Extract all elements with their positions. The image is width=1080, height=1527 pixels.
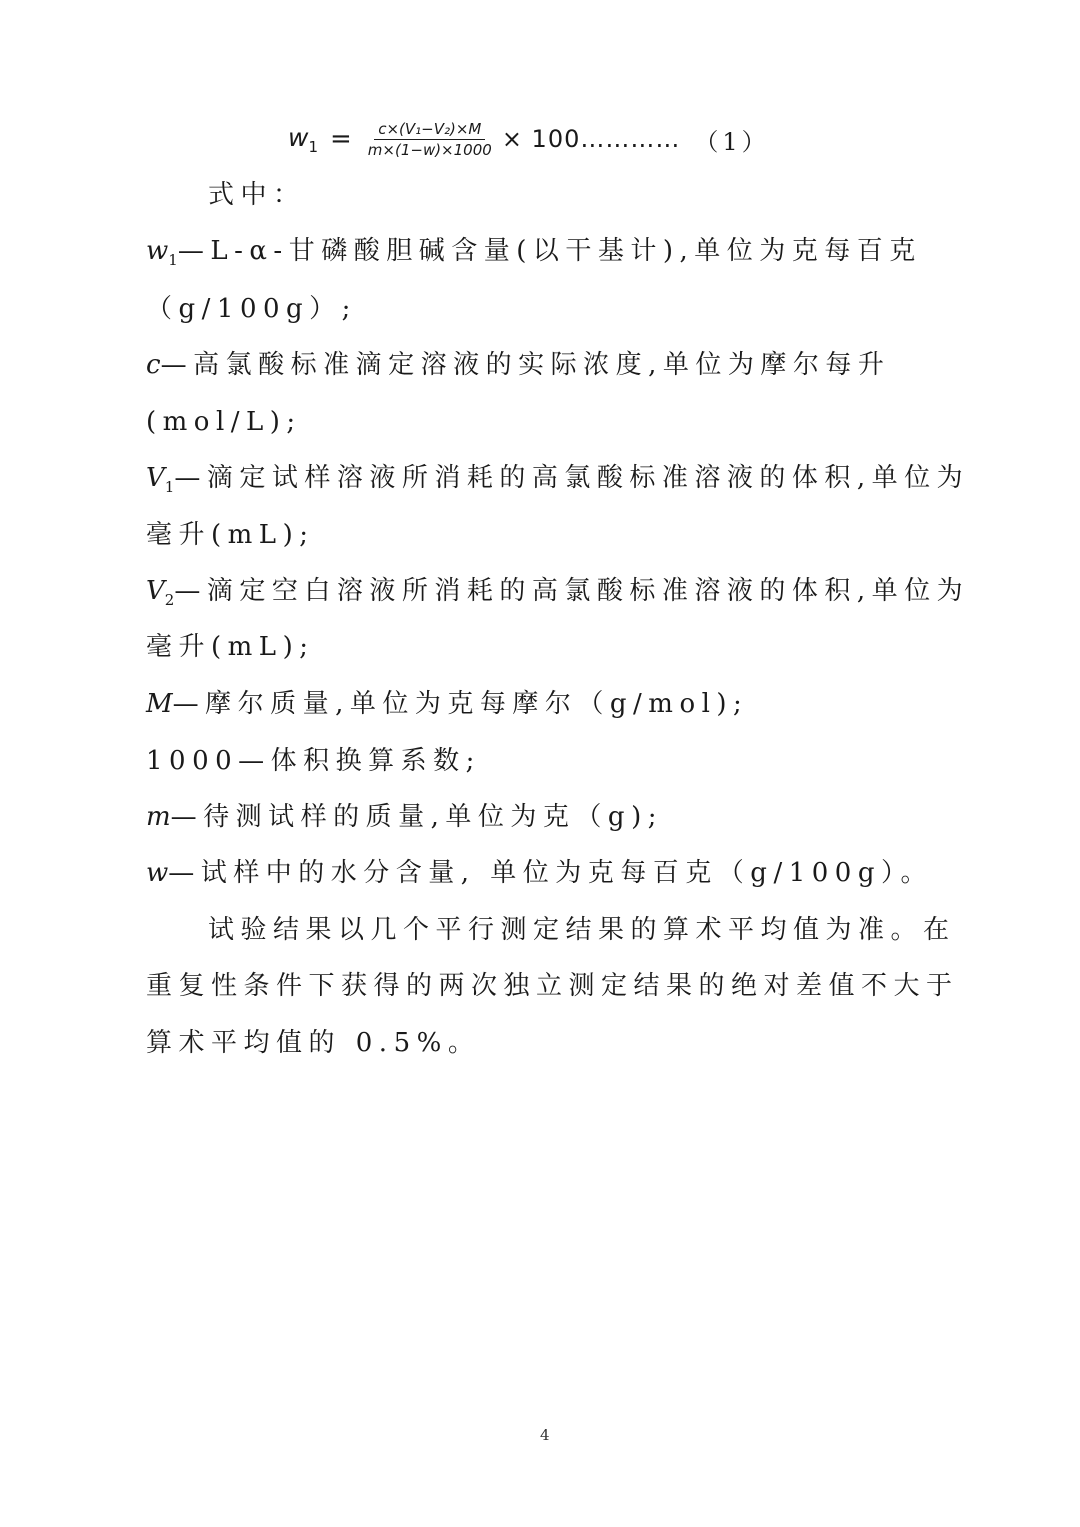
def-symbol: w <box>146 858 169 888</box>
formula-multiplier: × 100………… <box>501 125 681 153</box>
def-text: —待测试样的质量,单位为克（g); <box>170 802 663 832</box>
def-symbol: c <box>146 350 161 380</box>
conclusion-line-3: 算术平均值的 0.5%。 <box>146 1028 481 1058</box>
formula-fraction <box>364 119 496 160</box>
formula-denominator: m×(1−w)×1000 <box>367 140 492 159</box>
where-label: 式中： <box>208 180 306 210</box>
conclusion-line-2: 重复性条件下获得的两次独立测定结果的绝对差值不大于 <box>146 971 959 1001</box>
page-number: 4 <box>540 1426 550 1444</box>
def-text: —摩尔质量,单位为克每摩尔（g/mol); <box>172 689 749 719</box>
def-text: —试样中的水分含量, 单位为克每百克（g/100g）。 <box>168 858 933 888</box>
def-w1-unit: （g/100g）; <box>146 294 357 324</box>
formula-numerator: c×(V₁−V₂)×M <box>374 119 485 140</box>
def-v2-unit: 毫升(mL); <box>146 632 315 662</box>
def-v1 <box>146 461 969 504</box>
def-c <box>146 348 890 382</box>
def-w1 <box>146 234 922 277</box>
def-symbol: m <box>146 802 171 832</box>
def-M <box>146 687 748 721</box>
conclusion-line-1: 试验结果以几个平行测定结果的算术平均值为准。在 <box>208 915 956 945</box>
formula-1 <box>288 108 770 170</box>
def-symbol: $V_1$ <box>146 463 175 497</box>
def-1000: 1000—体积换算系数; <box>146 746 481 776</box>
def-text: —滴定试样溶液所消耗的高氯酸标准溶液的体积,单位为 <box>174 463 970 493</box>
def-text: —L-α-甘磷酸胆碱含量(以干基计),单位为克每百克 <box>177 236 922 266</box>
def-c-unit: (mol/L); <box>146 407 302 437</box>
def-text: —高氯酸标准滴定溶液的实际浓度,单位为摩尔每升 <box>160 350 891 380</box>
def-v2 <box>146 574 969 617</box>
formula-number: （1） <box>694 127 770 156</box>
def-symbol: $w_1$ <box>146 236 178 270</box>
def-v1-unit: 毫升(mL); <box>146 520 315 550</box>
formula-equals: = <box>330 124 352 154</box>
def-symbol: $V_2$ <box>146 576 175 610</box>
def-m <box>146 800 663 834</box>
formula-lhs: $w_1$ <box>288 122 318 156</box>
def-symbol: M <box>146 689 173 719</box>
def-text: —滴定空白溶液所消耗的高氯酸标准溶液的体积,单位为 <box>174 576 970 606</box>
def-w <box>146 856 933 890</box>
